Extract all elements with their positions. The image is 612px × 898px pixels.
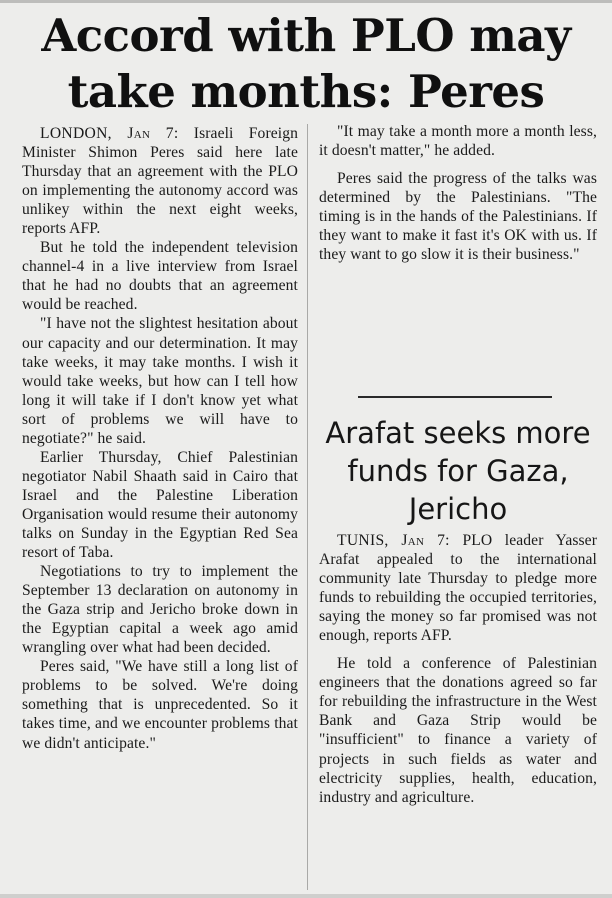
sidebar-paragraph-2: He told a conference of Palestinian engineers that the donations agreed so far for rebuilding the infrastructure in the West Bank and Gaza Strip would be "insufficient" to finance a variety of projects in such fields as water and electricity supplies, health, education, industry and agriculture. [319, 655, 597, 806]
article-paragraph-4: Earlier Thursday, Chief Palestinian negotiator Nabil Shaath said in Cairo that Israel and the Palestine Liberation Organisation would resume their autonomy talks on Sunday in the Egyptian Red Sea resort of Taba. [22, 448, 298, 562]
article-paragraph-8: Peres said the progress of the talks was determined by the Palestinians. "The timing is in the hands of the Palestinians. If they want to make it fast it's OK with us. If they want to go slow it is their business." [319, 170, 597, 264]
sidebar-dateline: TUNIS, Jan 7: [337, 532, 450, 549]
top-edge [0, 0, 612, 3]
article-paragraph-2: But he told the independent television channel-4 in a live interview from Israel that he had no doubts that an agreement would be reached. [22, 239, 298, 314]
article-dateline: LONDON, Jan 7: [40, 125, 179, 142]
main-headline: Accord with PLO may take months: Peres [41, 9, 571, 118]
sidebar-headline: Arafat seeks more funds for Gaza, Jericho [325, 416, 591, 526]
bottom-edge [0, 894, 612, 898]
section-divider [358, 396, 552, 398]
article-column-2 [319, 122, 597, 264]
sidebar-column [319, 531, 597, 807]
sidebar-paragraph-1-text: PLO leader Yasser Arafat appealed to the international community late Thursday to pledge more funds to rebuilding the occupied territories, saying the money so far promised was not enough, reports AFP. [319, 532, 597, 645]
article-paragraph-5: Negotiations to try to implement the September 13 declaration on autonomy in the Gaza strip and Jericho broke down in the Egyptian capital a week ago amid wrangling over what had been decided. [22, 563, 298, 657]
sidebar-paragraph-1 [319, 531, 597, 645]
article-column-1 [22, 124, 298, 753]
article-paragraph-7: "It may take a month more a month less, it doesn't matter," he added. [319, 123, 597, 160]
article-paragraph-1-text: Israeli Foreign Minister Shimon Peres said here late Thursday that an agreement with the PLO on implementing the autonomy accord was unlikey within the next eight weeks, reports AFP. [22, 125, 298, 238]
article-paragraph-1 [22, 124, 298, 238]
article-paragraph-6: Peres said, "We have still a long list of problems to be solved. We're doing something that is unprecedented. So it takes time, and we encounter problems that we didn't anticipate." [22, 658, 298, 752]
article-paragraph-3: "I have not the slightest hesitation about our capacity and our determination. It may take weeks, it may take months. I wish it would take weeks, but how can I tell how long it will take if I don't know yet what sort of problems we will have to negotiate?" he said. [22, 315, 298, 447]
column-divider [307, 124, 308, 890]
